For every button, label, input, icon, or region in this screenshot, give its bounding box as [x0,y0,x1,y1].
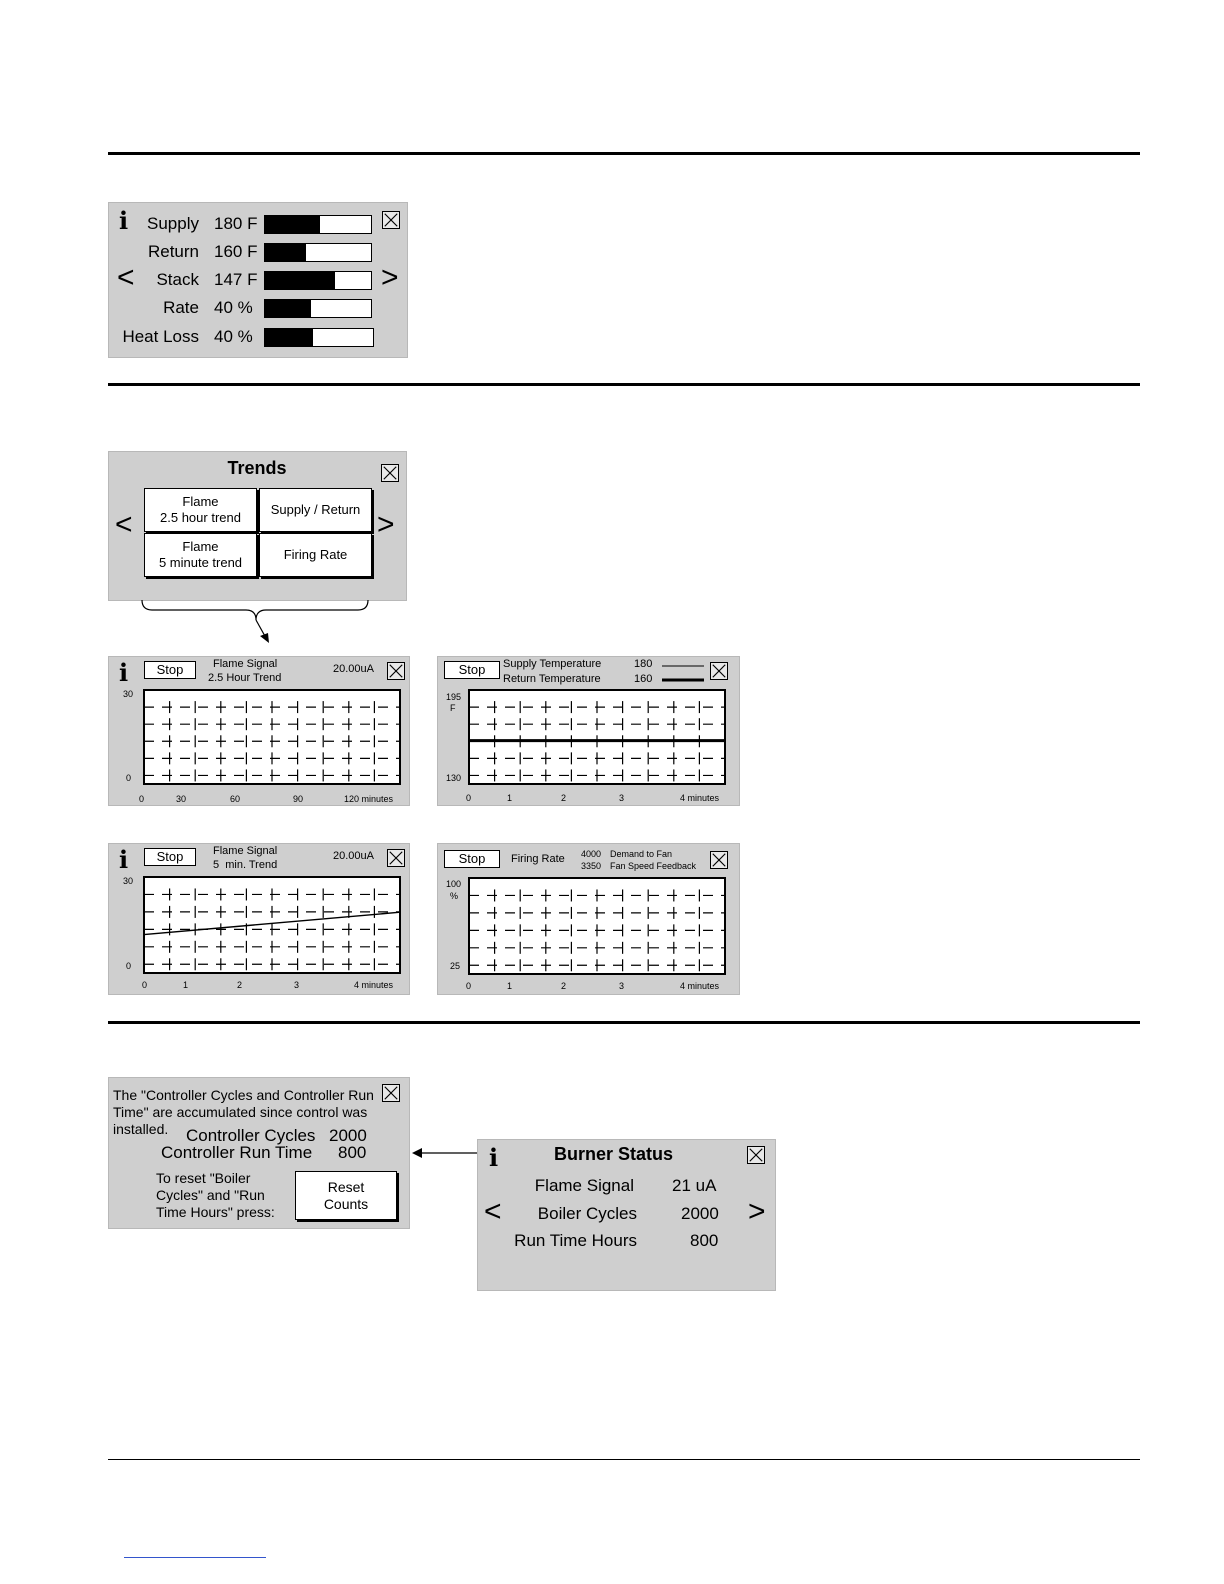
trend-title: Flame Signal [213,845,278,857]
supply-bar [264,215,372,234]
close-icon[interactable] [747,1146,765,1164]
x-tick: 120 minutes [344,794,394,804]
boiler-cycles-value: 2000 [681,1204,719,1223]
close-icon[interactable] [382,211,400,229]
supply-return-trend-panel [437,656,740,806]
trend-grid [143,689,401,785]
x-tick: 4 minutes [680,981,720,991]
x-tick: 1 [183,980,189,990]
chevron-right-icon[interactable]: > [377,508,395,541]
flame-short-trend-panel [108,843,410,995]
x-tick: 2 [237,980,243,990]
trend-subtitle: 2.5 Hour Trend [208,672,282,684]
y-axis-top: 30 [123,689,134,699]
stack-bar [264,271,372,290]
info-icon[interactable]: i [119,845,129,874]
trend-reading: 20.00uA [333,663,374,675]
x-tick: 0 [466,793,472,803]
return-value: 160 F [214,242,258,261]
legend-lines [660,661,706,685]
trend-subtitle: 5 min. Trend [213,859,278,871]
rate-label: Rate [163,298,199,317]
burner-status-panel [477,1139,776,1291]
chevron-right-icon[interactable]: > [748,1195,766,1228]
demand-legend: Demand to Fan [610,849,673,859]
divider [108,383,1140,386]
x-tick: 4 minutes [680,793,720,803]
close-icon[interactable] [710,662,728,680]
chevron-left-icon[interactable]: < [115,508,133,541]
heat-loss-bar [264,328,374,347]
flame-signal-value: 21 uA [672,1176,717,1195]
return-legend-value: 160 [634,673,653,685]
flame-long-trend-panel [108,656,410,806]
feedback-value: 3350 [581,861,602,871]
rate-bar [264,299,372,318]
x-tick: 3 [619,793,625,803]
divider [108,1021,1140,1024]
close-icon[interactable] [710,851,728,869]
close-icon[interactable] [387,662,405,680]
flame-short-trend-button[interactable]: Flame 5 minute trend [144,533,257,577]
trend-reading: 20.00uA [333,850,374,862]
stack-value: 147 F [214,270,258,289]
controller-runtime-label: Controller Run Time [161,1143,313,1162]
reset-counts-button[interactable]: Reset Counts [295,1171,397,1220]
controller-cycles-label: Controller Cycles [186,1126,316,1145]
x-tick: 0 [139,794,145,804]
controller-panel [108,1077,410,1229]
x-tick: 2 [561,793,567,803]
x-tick: 1 [507,981,513,991]
trend-grid [468,877,726,975]
trend-grid [143,876,401,974]
return-bar [264,243,372,262]
x-tick: 0 [466,981,472,991]
trends-menu-panel [108,451,407,601]
run-time-hours-label: Run Time Hours [514,1231,637,1250]
x-tick: 60 [230,794,241,804]
rate-value: 40 % [214,298,253,317]
chevron-right-icon[interactable]: > [381,261,399,294]
x-tick: 4 minutes [354,980,394,990]
trend-title: Flame Signal [213,658,278,670]
x-tick: 0 [142,980,148,990]
footer-link-line [124,1557,266,1558]
x-tick: 90 [293,794,304,804]
firing-rate-button[interactable]: Firing Rate [259,533,372,577]
close-icon[interactable] [381,464,399,482]
flame-long-trend-button[interactable]: Flame 2.5 hour trend [144,488,257,532]
x-tick: 3 [294,980,300,990]
trends-title: Trends [227,458,287,478]
close-icon[interactable] [382,1084,400,1102]
stop-button[interactable]: Stop [144,661,196,679]
info-icon[interactable]: i [489,1143,499,1172]
info-icon[interactable]: i [119,658,129,687]
stop-button[interactable]: Stop [444,661,500,679]
y-axis-bottom: 0 [126,773,132,783]
chevron-left-icon[interactable]: < [484,1195,502,1228]
y-axis-top: 100 [446,879,462,889]
close-icon[interactable] [387,849,405,867]
stop-button[interactable]: Stop [444,850,500,868]
y-axis-bottom: 0 [126,961,132,971]
stop-button[interactable]: Stop [144,848,196,866]
x-tick: 1 [507,793,513,803]
return-label: Return [147,242,199,261]
chevron-left-icon[interactable]: < [117,261,135,294]
y-axis-bottom: 25 [450,961,461,971]
trend-title: Firing Rate [511,853,565,865]
feedback-legend: Fan Speed Feedback [610,861,697,871]
trend-grid [468,689,726,785]
info-icon[interactable]: i [119,206,129,235]
y-axis-top: 30 [123,876,134,886]
controller-note: The "Controller Cycles and Controller Run Time" are accumulated since control was installed. [113,1087,374,1137]
supply-legend-value: 180 [634,658,653,670]
y-axis-bottom: 130 [446,773,462,783]
divider [108,1459,1140,1460]
supply-value: 180 F [214,214,258,233]
x-tick: 30 [176,794,187,804]
boiler-cycles-label: Boiler Cycles [537,1204,637,1223]
flame-signal-label: Flame Signal [534,1176,634,1195]
return-legend: Return Temperature [503,673,601,685]
x-tick: 3 [619,981,625,991]
y-axis-unit: F [450,703,456,713]
stack-label: Stack [156,270,199,289]
firing-rate-trend-panel [437,843,740,995]
brace-arrow [138,598,373,648]
y-axis-unit: % [450,891,459,901]
y-axis-top: 195 [446,692,462,702]
x-tick: 2 [561,981,567,991]
supply-return-button[interactable]: Supply / Return [259,488,372,532]
controller-runtime-value: 800 [338,1143,367,1162]
heat-loss-value: 40 % [214,327,253,346]
heat-loss-label: Heat Loss [122,327,199,346]
reset-note: To reset "Boiler Cycles" and "Run Time Hours" press: [156,1170,275,1220]
demand-value: 4000 [581,849,602,859]
supply-legend: Supply Temperature [503,658,602,670]
controller-cycles-value: 2000 [329,1126,367,1145]
burner-status-title: Burner Status [554,1144,674,1164]
supply-label: Supply [147,214,199,233]
divider [108,152,1140,155]
run-time-hours-value: 800 [690,1231,719,1250]
status-panel [108,202,408,358]
